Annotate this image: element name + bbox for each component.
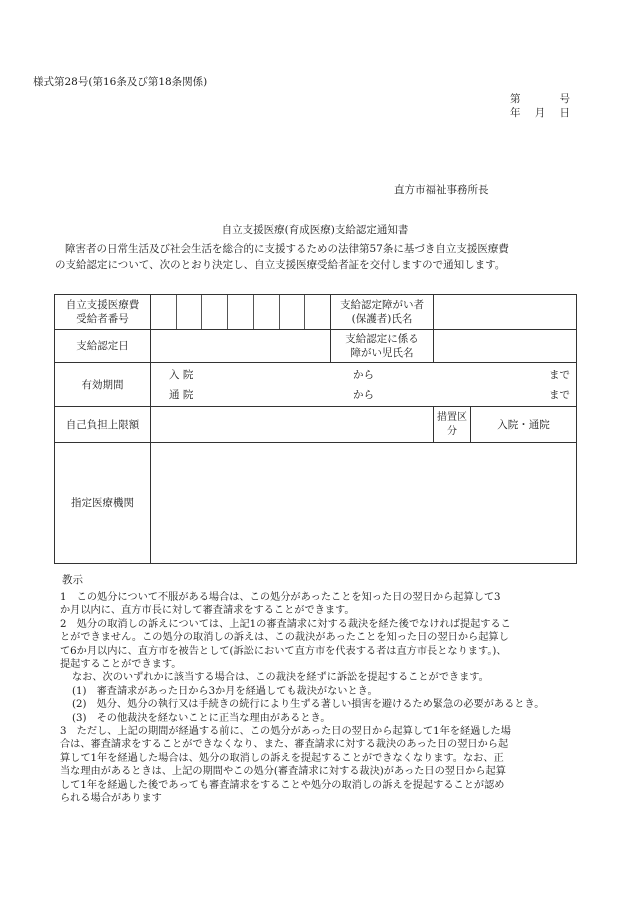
cert-date-label: 支給認定日 (55, 330, 151, 363)
document-number-line (510, 92, 570, 106)
form-number-label: 様式第28号(第16条及び第18条関係) (33, 76, 208, 88)
table-row (55, 407, 577, 443)
until-label: まで (549, 388, 570, 401)
valid-period-label: 有効期間 (55, 363, 151, 407)
notice-line: なお、次のいずれかに該当する場合は、この裁決を経ずに訴訟を提起することができます。 (72, 672, 489, 684)
notice-line: 1 この処分について不服がある場合は、この処分があったことを知った日の翌日から起算して3 (60, 592, 501, 603)
date-month-label: 月 (534, 107, 546, 119)
designated-facility-field[interactable] (151, 443, 577, 564)
table-row (55, 363, 577, 407)
certification-table (54, 294, 577, 564)
digit-box[interactable] (177, 295, 203, 329)
notice-heading: 教示 (62, 574, 83, 586)
digit-box[interactable] (228, 295, 254, 329)
issuer-name: 直方市福祉事務所長 (394, 184, 489, 196)
recipient-number-boxes[interactable] (151, 295, 331, 330)
valid-period-field[interactable] (151, 363, 577, 407)
notice-line: 算して1年を経過した場合は、処分の取消しの訴えを提起することができなくなります。なお、正 (60, 752, 504, 764)
notice-line: か月以内に、直方市長に対して審査請求をすることができます。 (60, 605, 355, 617)
date-line (510, 106, 570, 120)
notice-line: られる場合があります (60, 793, 162, 805)
inpatient-period-row (151, 365, 576, 385)
notice-line: 2 処分の取消しの訴えについては、上記1の審査請求に対する裁決を経た後でなければ提起するこ (60, 618, 511, 630)
until-label: まで (549, 368, 570, 381)
intro-paragraph (55, 241, 575, 273)
digit-box[interactable] (151, 295, 177, 329)
notice-line: 合は、審査請求をすることができなくなり、また、審査請求に対する裁決のあった日の翌日から起 (60, 739, 509, 751)
document-number-date-block (510, 92, 570, 120)
guardian-name-field[interactable] (434, 295, 577, 330)
notice-line: て6か月以内に、直方市を被告として(訴訟において直方市を代表する者は直方市長となります。)、 (60, 645, 507, 657)
from-label: から (353, 388, 374, 401)
table-row (55, 295, 577, 330)
measure-value: 入院・通院 (471, 407, 577, 443)
child-name-field[interactable] (434, 330, 577, 363)
digit-box[interactable] (280, 295, 306, 329)
date-day-label: 日 (559, 107, 570, 119)
copay-limit-label: 自己負担上限額 (55, 407, 151, 443)
notice-line: とができません。この処分の取消しの訴えは、この裁決があったことを知った日の翌日から起算し (60, 632, 509, 644)
outpatient-label: 通 院 (169, 388, 194, 401)
child-name-label: 支給認定に係る 障がい児氏名 (331, 330, 434, 363)
cert-date-field[interactable] (151, 330, 331, 363)
measure-label: 措置区分 (434, 407, 471, 443)
table-row (55, 443, 577, 564)
notice-line: 3 ただし、上記の期間が経過する前に、この処分があった日の翌日から起算して1年を経過した場 (60, 726, 511, 738)
table-row (55, 330, 577, 363)
guardian-name-label: 支給認定障がい者 (保護者)氏名 (331, 295, 434, 330)
inpatient-label: 入 院 (169, 368, 194, 381)
notice-line: 提起することができます。 (60, 659, 182, 671)
intro-line: 障害者の日常生活及び社会生活を総合的に支援するための法律第57条に基づき自立支援医療費 (65, 243, 509, 255)
recipient-number-label: 自立支援医療費 受給者番号 (55, 295, 151, 330)
digit-box[interactable] (254, 295, 280, 329)
number-prefix: 第 (510, 93, 521, 105)
copay-limit-field[interactable] (151, 407, 434, 443)
notice-body (60, 591, 576, 806)
notice-line: (3) その他裁決を経ないことに正当な理由があるとき。 (72, 712, 331, 724)
digit-box[interactable] (305, 295, 330, 329)
date-year-label: 年 (510, 107, 521, 119)
designated-facility-label: 指定医療機関 (55, 443, 151, 564)
notice-line: (1) 審査請求があった日から3か月を経過しても裁決がないとき。 (72, 685, 378, 697)
notice-line: 当な理由があるときは、上記の期間やこの処分(審査請求に対する裁決)があった日の翌日から起算 (60, 766, 506, 778)
document-title: 自立支援医療(育成医療)支給認定通知書 (221, 224, 409, 236)
notice-line: して1年を経過した後であっても審査請求をすることや処分の取消しの訴えを提起することが認め (60, 779, 505, 791)
from-label: から (353, 368, 374, 381)
intro-line: の支給認定について、次のとおり決定し、自立支援医療受給者証を交付しますので通知します。 (55, 259, 506, 271)
number-suffix: 号 (559, 93, 570, 105)
outpatient-period-row (151, 385, 576, 405)
notice-line: (2) 処分、処分の執行又は手続きの続行により生ずる著しい損害を避けるため緊急の必要があるとき。 (72, 699, 545, 711)
digit-box[interactable] (202, 295, 228, 329)
